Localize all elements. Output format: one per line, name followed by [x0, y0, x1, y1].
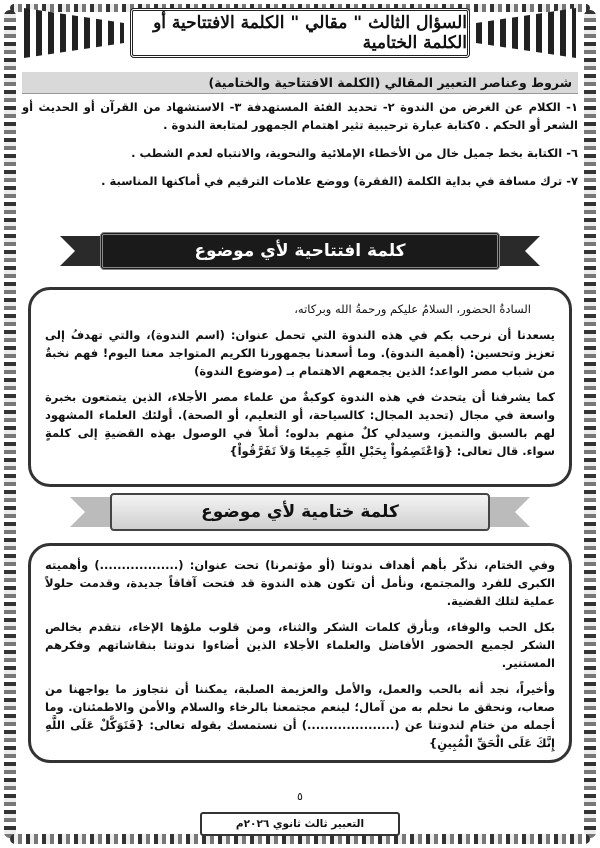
opening-greeting: السادةُ الحضور، السلامُ عليكم ورحمةُ الله وبركاته،	[294, 302, 531, 316]
footer-label: التعبير ثالث ثانوي ٢٠٢٦م	[200, 812, 400, 836]
chain-border-left	[4, 10, 16, 838]
opening-paragraph: كما يشرفنا أن يتحدث في هذه الندوة كوكبةٌ من علماء مصر الأجلاء، الذين يتمتعون بخبرة واسعة في مجال (تحديد المجال: كالسياحة، أو التعليم، أو الصحة). أولئك العلماء المشهود لهم بالسبق والتميز، وسيدلي كلٌ منهم بدلوه؛ أملاً في الوصول بهذه القضيةِ إلى كلمةٍ سواء. قال تعالى: {وَاعْتَصِمُواْ بِحَبْلِ اللّهِ جَمِيعًا وَلاَ تَفَرَّقُواْ}	[45, 390, 555, 458]
opening-paragraph: يسعدنا أن نرحب بكم في هذه الندوة التي تحمل عنوان: (اسم الندوة)، والتي تهدفُ إلى تعزيز وتحسين: (أهمية الندوة). وما أسعدنا بجمهورنا الكريم المتواجد معنا اليوم! فهم نخبةٌ من شباب مصر الواعد؛ الذين يجمعهم الاهتمام بـ (موضوع الندوة)	[45, 328, 555, 378]
closing-paragraph: وفي الختام، نذكّر بأهم أهداف ندوتنا (أو مؤتمرنا) تحت عنوان: (..................) وأهميته الكبرى للفرد والمجتمع، ونأمل أن تكون هذه الندوة قد فتحت آفاقاً جديدة، وقدمت حلولاً عملية لتلك القضية.	[45, 558, 555, 608]
closing-paragraph: بكل الحب والوفاء، وبأرق كلمات الشكر والثناء، ومن قلوب ملؤها الإخاء، نتقدم بخالص الشكر لجميع الحضور الأفاضل والعلماء الأجلاء الذين أضاءوا ندوتنا بنقاشاتهم وفكرهم المستنير.	[45, 620, 555, 670]
closing-box	[28, 543, 572, 763]
page-title: السؤال الثالث " مقالي " الكلمة الافتتاحية أو الكلمة الختامية	[153, 13, 467, 53]
opening-banner: كلمة افتتاحية لأي موضوع	[100, 232, 500, 270]
condition-item: ٦- الكتابة بخط جميل خال من الأخطاء الإملائية والنحوية، والانتباه لعدم الشطب .	[131, 146, 578, 160]
opening-box	[28, 287, 572, 487]
header-banner	[130, 8, 470, 58]
header-ornament-right	[476, 8, 576, 58]
conditions-list	[22, 98, 578, 200]
section-subtitle: شروط وعناصر التعبير المقالي (الكلمة الافتتاحية والختامية)	[22, 72, 578, 94]
header-ornament-left	[24, 8, 124, 58]
page-number: ٥	[297, 790, 303, 803]
closing-paragraph: وأخيراً، نجد أنه بالحب والعمل، والأمل والعزيمة الصلبة، يمكننا أن نتجاوز ما يواجهنا من صعاب، ونحقق ما نحلم به من آمال؛ لينعم مجتمعنا بالرخاء والسلام والأمن والاطمئنان. وما أجمله من ختام لندوتنا عن (....................) أن نستمسك بقوله تعالى: {فَتَوَكَّلْ عَلَى اللَّهِ إِنَّكَ عَلَى الْحَقِّ الْمُبِينِ}	[45, 682, 555, 750]
closing-banner: كلمة ختامية لأي موضوع	[110, 493, 490, 531]
condition-item: ١- الكلام عن الغرض من الندوة ٢- تحديد الفئة المستهدفة ٣- الاستشهاد من القرآن أو الحديث أو الشعر أو الحكم . ٥كتابة عبارة ترحيبية تثير اهتمام الجمهور لمتابعة الندوة .	[22, 100, 578, 132]
condition-item: ٧- ترك مسافة في بداية الكلمة (الفقرة) ووضع علامات الترقيم في أماكنها المناسبة .	[101, 174, 578, 188]
chain-border-right	[584, 10, 596, 838]
